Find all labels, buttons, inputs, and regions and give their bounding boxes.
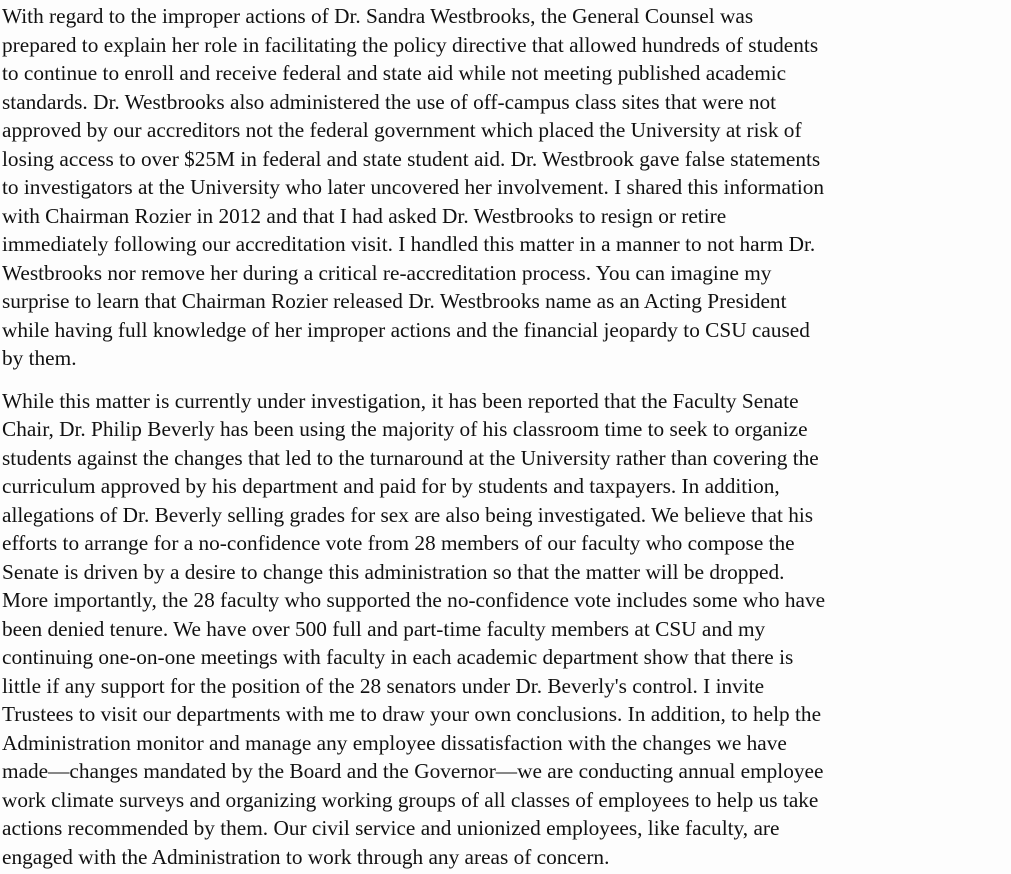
text-line: to continue to enroll and receive federal and state aid while not meeting published academic [2,61,787,85]
text-line: While this matter is currently under investigation, it has been reported that the Faculty Senate [2,388,799,413]
text-line: been denied tenure. We have over 500 full and part-time faculty members at CSU and my [2,616,766,641]
text-line: while having full knowledge of her improper actions and the financial jeopardy to CSU caused [2,317,810,342]
text-line: actions recommended by them. Our civil service and unionized employees, like faculty, are [2,816,780,840]
text-line: curriculum approved by his department and paid for by students and taxpayers. In addition, [2,474,780,498]
text-line: little if any support for the position of the 28 senators under Dr. Beverly's control. I invite [2,673,765,698]
paragraph [2,2,1007,373]
text-line: efforts to arrange for a no-confidence vote from 28 members of our faculty who compose the [2,531,795,555]
text-line: approved by our accreditors not the federal government which placed the University at risk of [2,118,802,142]
text-line: by them. [2,346,77,370]
text-line: with Chairman Rozier in 2012 and that I had asked Dr. Westbrooks to resign or retire [2,203,727,228]
text-line: prepared to explain her role in facilitating the policy directive that allowed hundreds of students [2,32,819,57]
text-line: Westbrooks nor remove her during a critical re-accreditation process. You can imagine my [2,260,772,285]
paragraph [2,387,1007,872]
text-line: made—changes mandated by the Board and the Governor—we are conducting annual employee [2,759,824,783]
text-line: continuing one-on-one meetings with faculty in each academic department show that there is [2,645,794,669]
text-line: Trustees to visit our departments with me to draw your own conclusions. In addition, to help the [2,702,822,726]
text-line: work climate surveys and organizing working groups of all classes of employees to help us take [2,787,819,812]
text-line: Chair, Dr. Philip Beverly has been using the majority of his classroom time to seek to organize [2,417,808,441]
text-line: engaged with the Administration to work through any areas of concern. [2,844,610,869]
text-line: immediately following our accreditation visit. I handled this matter in a manner to not harm Dr. [2,232,816,256]
text-line: standards. Dr. Westbrooks also administered the use of off-campus class sites that were not [2,89,777,114]
text-line: Senate is driven by a desire to change this administration so that the matter will be dropped. [2,559,785,584]
text-line: to investigators at the University who later uncovered her involvement. I shared this information [2,175,825,199]
text-line: Administration monitor and manage any employee dissatisfaction with the changes we have [2,730,787,755]
document-page [2,2,1007,871]
text-line: surprise to learn that Chairman Rozier released Dr. Westbrooks name as an Acting President [2,289,787,313]
text-line: students against the changes that led to the turnaround at the University rather than covering the [2,445,819,470]
text-line: With regard to the improper actions of Dr. Sandra Westbrooks, the General Counsel was [2,4,754,28]
text-line: allegations of Dr. Beverly selling grades for sex are also being investigated. We believe that his [2,502,814,527]
text-line: More importantly, the 28 faculty who supported the no-confidence vote includes some who have [2,588,826,612]
text-line: losing access to over $25M in federal and state student aid. Dr. Westbrook gave false statements [2,146,821,171]
